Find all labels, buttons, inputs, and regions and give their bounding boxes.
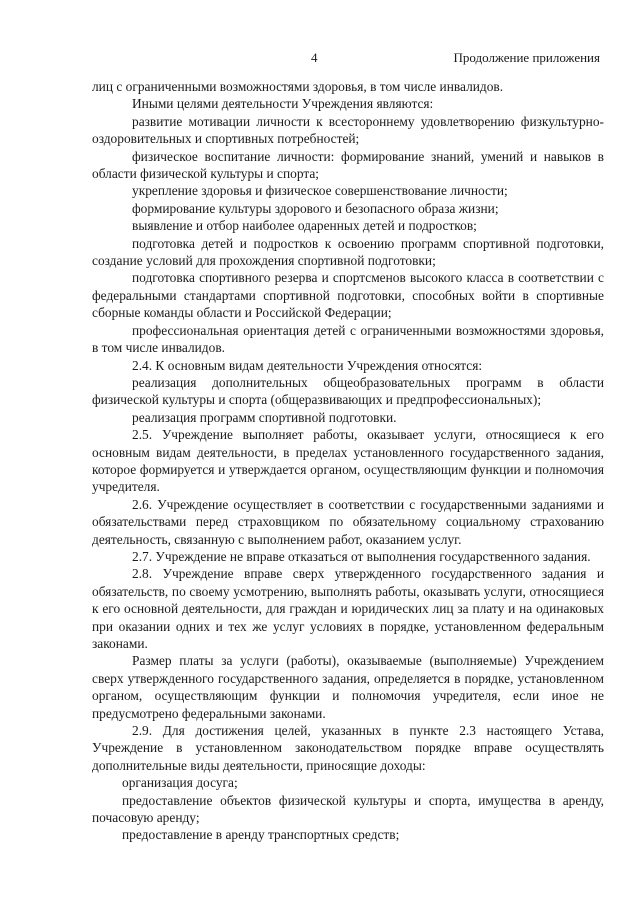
section-2-6: 2.6. Учреждение осуществляет в соответствии с государственными заданиями и обязательствами перед страховщиком по обязательному социальному страхованию деятельность, связанную с выполнением работ, оказанием услуг. <box>92 496 604 547</box>
paragraph: подготовка спортивного резерва и спортсменов высокого класса в соответствии с федеральными стандартами спортивной подготовки, способных войти в спортивные сборные команды области и Российской Федерации; <box>92 270 604 321</box>
paragraph: развитие мотивации личности к всестороннему удовлетворению физкультурно-оздоровительных и спортивных потребностей; <box>92 113 604 147</box>
paragraph: физическое воспитание личности: формирование знаний, умений и навыков в области физической культуры и спорта; <box>92 148 604 182</box>
paragraph: выявление и отбор наиболее одаренных детей и подростков; <box>132 218 477 234</box>
paragraph: Размер платы за услуги (работы), оказываемые (выполняемые) Учреждением сверх утвержденного государственного задания, определяется в порядке, установленном органом, осуществляющим функции и полномочия учредителя, если иное не предусмотрено федеральными законами. <box>92 653 604 721</box>
list-item: предоставление объектов физической культуры и спорта, имущества в аренду, почасовую аренду; <box>92 792 604 826</box>
section-2-4: 2.4. К основным видам деятельности Учреждения относятся: <box>132 357 483 373</box>
paragraph: реализация программ спортивной подготовки. <box>132 409 397 425</box>
list-item: организация досуга; <box>122 775 238 791</box>
paragraph: Иными целями деятельности Учреждения являются: <box>132 96 434 112</box>
paragraph: профессиональная ориентация детей с ограниченными возможностями здоровья, в том числе инвалидов. <box>92 322 604 356</box>
section-2-7: 2.7. Учреждение не вправе отказаться от выполнения государственного задания. <box>132 548 591 564</box>
section-2-9: 2.9. Для достижения целей, указанных в пункте 2.3 настоящего Устава, Учреждение в установленном законодательством порядке вправе осуществлять дополнительные виды деятельности, приносящие доходы: <box>92 723 604 773</box>
paragraph: формирование культуры здорового и безопасного образа жизни; <box>132 200 499 216</box>
section-2-5: 2.5. Учреждение выполняет работы, оказывает услуги, относящиеся к его основным видам деятельности, в пределах установленного государственного задания, которое формируется и утверждается органом, осуществляющим функции и полномочия учредителя. <box>92 427 604 495</box>
document-body <box>92 78 604 844</box>
paragraph: лиц с ограниченными возможностями здоровья, в том числе инвалидов. <box>92 79 504 94</box>
appendix-continuation-note: Продолжение приложения <box>453 50 600 65</box>
paragraph: укрепление здоровья и физическое совершенствование личности; <box>132 183 508 199</box>
paragraph: подготовка детей и подростков к освоению программ спортивной подготовки, создание условий для прохождения спортивной подготовки; <box>92 235 604 269</box>
list-item: предоставление в аренду транспортных средств; <box>122 827 400 843</box>
page-number: 4 <box>311 50 318 65</box>
section-2-8: 2.8. Учреждение вправе сверх утвержденного государственного задания и обязательств, по своему усмотрению, выполнять работы, оказывать услуги, относящиеся к его основной деятельности, для граждан и юридических лиц за плату и на одинаковых при оказании одних и тех же услуг условиях в порядке, установленном федеральным законами. <box>92 566 604 651</box>
paragraph: реализация дополнительных общеобразовательных программ в области физической культуры и спорта (общеразвивающих и предпрофессиональных); <box>92 374 604 408</box>
